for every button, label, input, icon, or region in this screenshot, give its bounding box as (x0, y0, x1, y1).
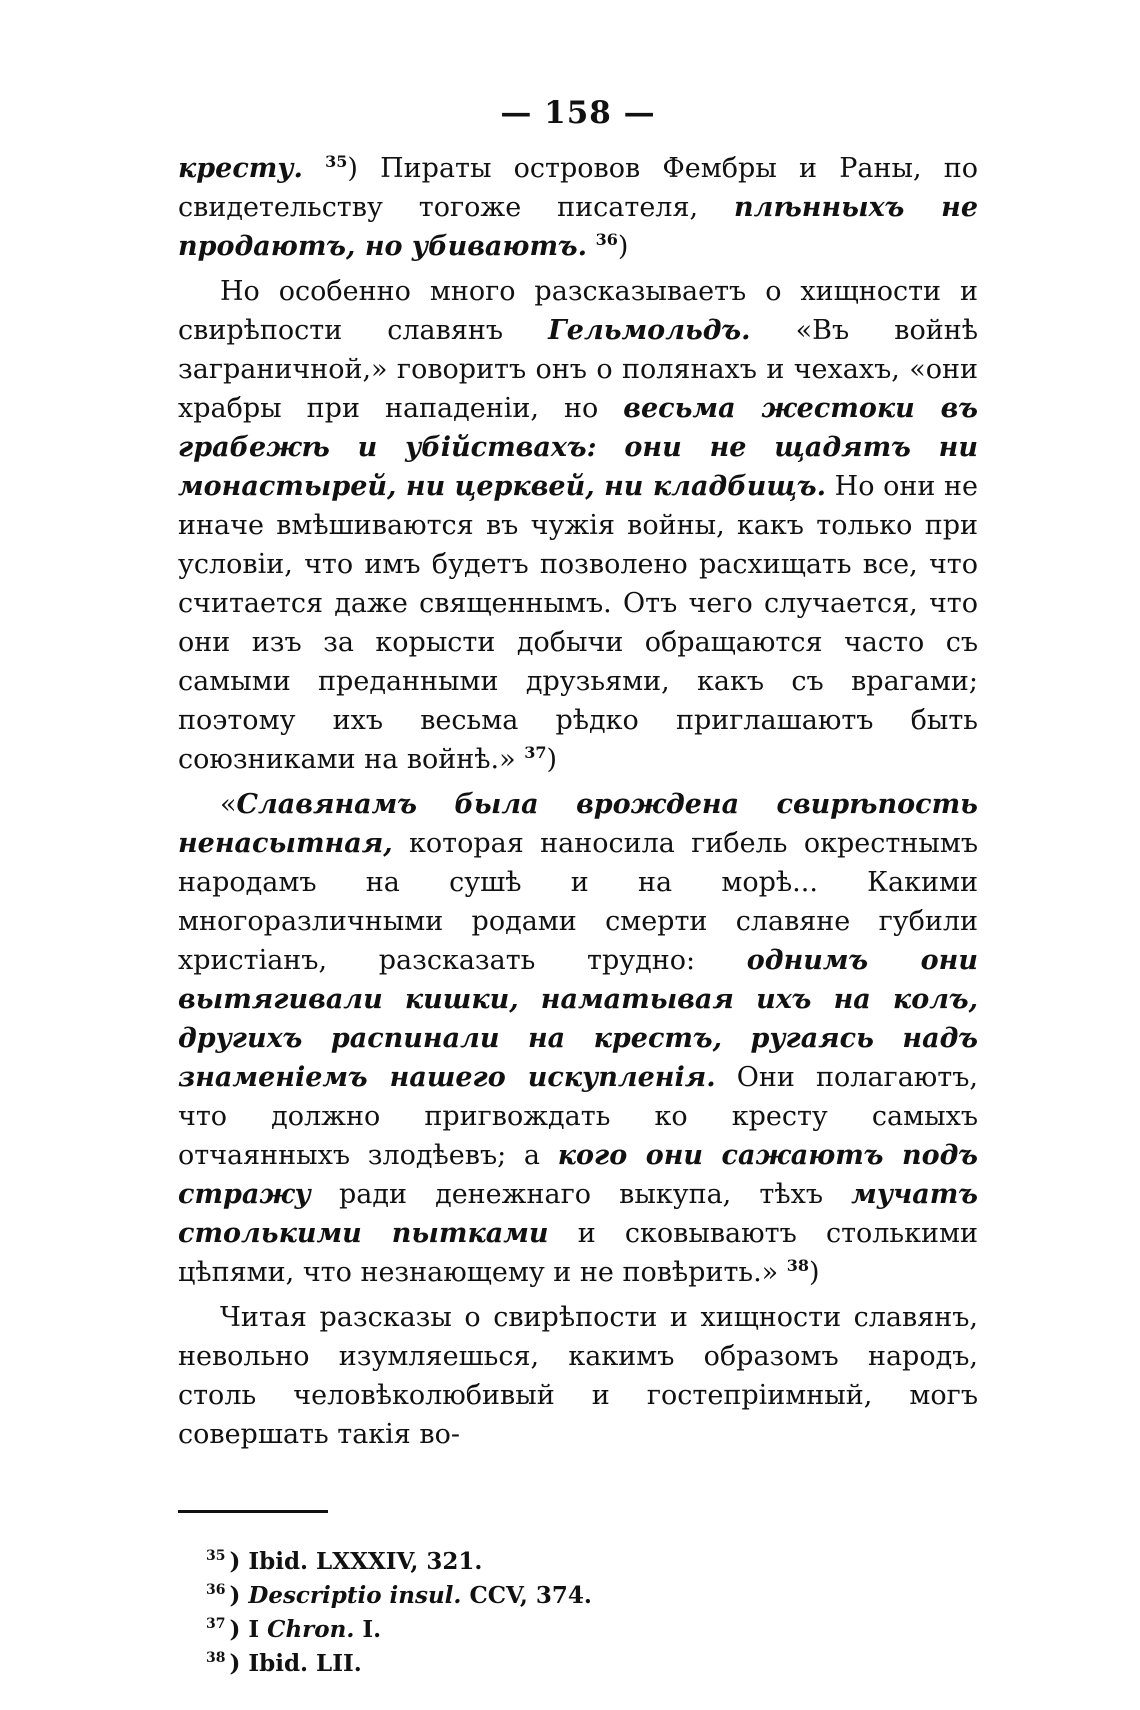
footnote-text: ) (229, 1582, 249, 1609)
footnote-italic: Descriptio insul. (248, 1582, 462, 1609)
footnote-36 (206, 1579, 978, 1613)
body-text-run: Читая разсказы о свирѣпости и хищности славянъ, невольно изумляешься, какимъ образомъ народъ, столь человѣколюбивый и гостепріимный, могъ совершать такія во- (178, 1302, 978, 1450)
paragraph-3 (178, 785, 978, 1292)
footnote-38 (206, 1647, 978, 1681)
emphasis-text: Славянамъ была врождена свирѣпость ненасытная, (178, 789, 978, 859)
body-text-run: «Въ войнѣ заграничной,» говоритъ онъ о полянахъ и чехахъ, «они храбры при нападеніи, но (178, 315, 978, 424)
footnote-text: ) Ibid. LII. (229, 1650, 362, 1677)
footnote-ref: 37 (524, 743, 547, 762)
footnote-text: ) Ibid. LXXXIV, 321. (229, 1548, 483, 1575)
footnote-ref: 36 (595, 230, 618, 249)
body-text-run: ради денежнаго выкупа, тѣхъ (310, 1179, 852, 1210)
page-number: — 158 — (500, 95, 656, 131)
body-text-run: Они полагаютъ, что должно пригвождать ко кресту самыхъ отчаянныхъ злодѣевъ; а (178, 1062, 978, 1171)
body-text-run: ) (617, 231, 629, 262)
footnote-37 (206, 1613, 978, 1647)
body-text-run (587, 231, 596, 262)
paragraph-2 (178, 272, 978, 779)
emphasis-text: однимъ они вытягивали кишки, наматывая ихъ на колъ, другихъ распинали на крестъ, ругаясь надъ знаменіемъ нашего искупленія. (178, 945, 978, 1093)
paragraph-1 (178, 149, 978, 266)
footnote-divider (178, 1510, 328, 1513)
body-text-run: ) (546, 744, 558, 775)
book-page (178, 95, 978, 1681)
body-text-run: Но они не иначе вмѣшиваются въ чужія войны, какъ только при условіи, что имъ будетъ позволено расхищать все, что считается даже священнымъ. Отъ чего случается, что они изъ за корысти добычи обращаются часто съ самыми преданными друзьями, какъ съ врагами; поэтому ихъ весьма рѣдко приглашаютъ быть союзниками на войнѣ.» (178, 471, 978, 775)
footnote-text: ) I (229, 1616, 268, 1643)
footnote-mark: 38 (206, 1650, 226, 1667)
body-text-run: ) (809, 1257, 820, 1288)
emphasis-text: кого они сажаютъ подъ стражу (178, 1140, 978, 1210)
paragraph-4 (178, 1298, 978, 1454)
emphasis-text: Гельмольдъ. (548, 315, 751, 346)
body-text-run: Но особенно много разсказываетъ о хищности и свирѣпости славянъ (178, 276, 978, 346)
body-text-run (303, 153, 325, 184)
emphasis-text: кресту. (178, 153, 303, 184)
emphasis-text: мучатъ столькими пытками (178, 1179, 978, 1249)
footnote-mark: 36 (206, 1582, 226, 1599)
footnote-mark: 37 (206, 1616, 226, 1633)
footnote-text-rest: CCV, 374. (461, 1582, 592, 1609)
body-text-run: которая наносила гибель окрестнымъ народамъ на сушѣ и на морѣ... Какими многоразличными родами смерти славяне губили христіанъ, разсказать трудно: (178, 828, 978, 976)
body-text-run: и сковываютъ столькими цѣпями, что незнающему и не повѣрить.» (178, 1218, 979, 1288)
footnote-mark: 35 (206, 1548, 226, 1565)
footnote-ref: 35 (325, 152, 348, 171)
footnote-35 (206, 1545, 978, 1579)
footnote-text-rest: I. (354, 1616, 382, 1643)
body-text-run: ) Пираты островов Фембры и Раны, по свидетельству тогоже писателя, (178, 153, 978, 223)
footnote-italic: Chron. (267, 1616, 355, 1643)
body-text-run: « (220, 789, 237, 820)
emphasis-text: весьма жестоки въ грабежѣ и убійствахъ: они не щадятъ ни монастырей, ни церквей, ни кладбищъ. (178, 393, 978, 502)
body-text (178, 149, 978, 1454)
footnote-ref: 38 (786, 1256, 810, 1275)
footnotes (178, 1545, 978, 1681)
emphasis-text: плѣнныхъ не продаютъ, но убиваютъ. (178, 192, 978, 262)
